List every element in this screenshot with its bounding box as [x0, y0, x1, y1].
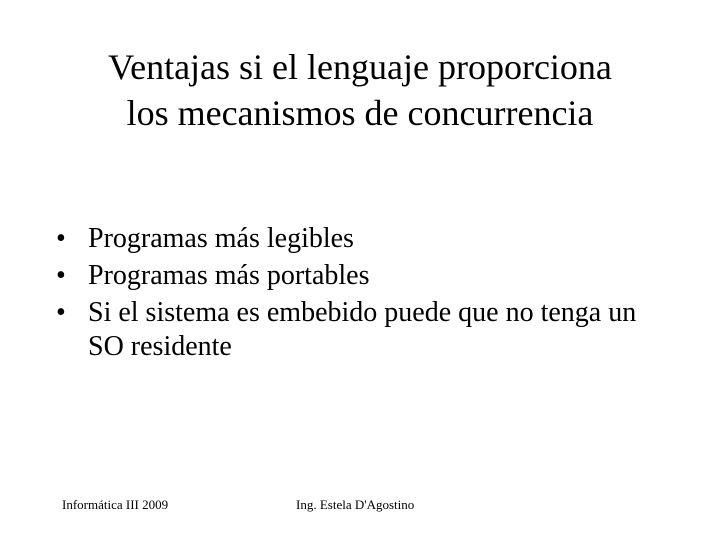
slide-title — [40, 44, 680, 136]
slide-title-line-2: los mecanismos de concurrencia — [126, 93, 594, 133]
bullet-item — [56, 222, 676, 256]
bullet-text: Programas más legibles — [88, 223, 354, 254]
footer-course: Informática III 2009 — [62, 497, 169, 512]
footer-author: Ing. Estela D'Agostino — [296, 497, 415, 512]
slide-title-line-1: Ventajas si el lenguaje proporciona — [108, 47, 612, 87]
bullet-list — [56, 222, 676, 367]
bullet-marker: • — [56, 297, 66, 328]
bullet-item — [56, 259, 676, 293]
bullet-text: Programas más portables — [88, 260, 370, 291]
bullet-item — [56, 296, 676, 364]
bullet-text: Si el sistema es embebido puede que no tenga un SO residente — [88, 297, 637, 362]
bullet-marker: • — [56, 223, 66, 254]
bullet-marker: • — [56, 260, 66, 291]
